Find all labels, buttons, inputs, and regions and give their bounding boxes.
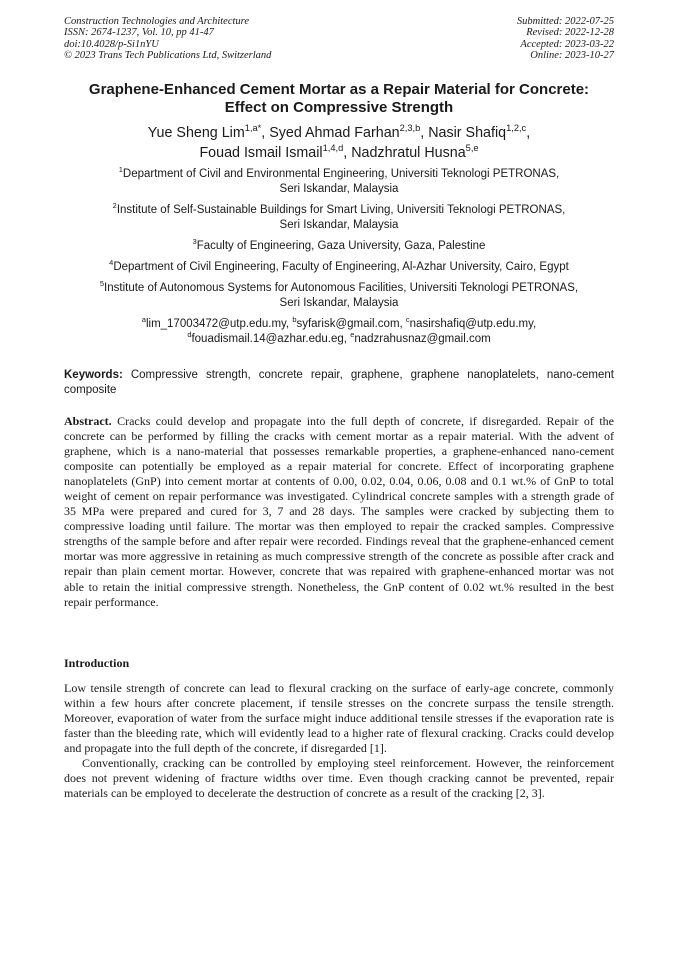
copyright-line: © 2023 Trans Tech Publications Ltd, Switzerland [64, 50, 272, 62]
revised-date: Revised: 2022-12-28 [526, 27, 614, 39]
author-name: Nadzhratul Husna [351, 145, 466, 161]
email-marker: d [187, 329, 192, 339]
email-marker: a [141, 315, 146, 325]
author-separator: , [261, 125, 270, 141]
title-line-1: Graphene-Enhanced Cement Mortar as a Repair Material for Concrete: [88, 81, 590, 98]
author-separator: , [420, 125, 429, 141]
affiliation-location: Seri Iskandar, Malaysia [279, 219, 399, 231]
affiliation-item [40, 167, 638, 197]
abstract-label: Abstract. [64, 414, 112, 428]
affiliation-number: 4 [109, 258, 114, 268]
affiliation-text: Faculty of Engineering, Gaza University, Gaza, Palestine [196, 240, 486, 252]
author-line-1 [40, 123, 638, 143]
author-affiliation-marker: 1,4,d [322, 143, 344, 154]
email-marker: e [350, 329, 355, 339]
author-affiliation-marker: 1,a* [244, 123, 262, 134]
author-affiliation-marker: 5,e [465, 143, 479, 154]
affiliation-item [40, 281, 638, 311]
keywords-label: Keywords: [64, 369, 123, 381]
affiliation-number: 1 [118, 165, 123, 175]
affiliation-item [40, 203, 638, 233]
paper-title [40, 81, 638, 117]
email-line-1 [40, 317, 638, 332]
abstract-section [64, 414, 614, 610]
affiliation-location: Seri Iskandar, Malaysia [279, 183, 399, 195]
affiliation-list [40, 167, 638, 317]
author-affiliation-marker: 1,2,c [506, 123, 527, 134]
email-address[interactable]: nasirshafiq@utp.edu.my, [409, 318, 537, 330]
paragraph: Low tensile strength of concrete can lead to flexural cracking on the surface of early-age concrete, commonly within a few hours after concrete placement, if tensile stresses on the concrete surpass the tensile strength. Moreover, evaporation of water from the surface might induce additional tensile stresses if the evaporation rate is faster than the bleeding rate, which will evidently lead to a higher rate of flexural cracking. Cracks could develop and propagate into the full depth of the concrete, if disregarded [1]. [64, 681, 614, 756]
keywords-text: Compressive strength, concrete repair, graphene, graphene nanoplatelets, nano-cement composite [64, 369, 614, 396]
email-line-2 [40, 329, 638, 347]
author-name: Syed Ahmad Farhan [269, 125, 400, 141]
affiliation-item [40, 260, 638, 275]
author-name: Fouad Ismail Ismail [199, 145, 323, 161]
email-marker: c [405, 315, 410, 325]
accepted-date: Accepted: 2023-03-22 [520, 38, 614, 50]
email-marker: b [292, 315, 297, 325]
author-name: Yue Sheng Lim [147, 125, 245, 141]
affiliation-text: Institute of Self-Sustainable Buildings for Smart Living, Universiti Teknologi PETRONAS, [116, 204, 566, 216]
affiliation-number: 5 [99, 279, 105, 289]
email-list [40, 317, 638, 346]
email-address[interactable]: syfarisk@gmail.com, [296, 318, 406, 330]
author-affiliation-marker: 2,3,b [399, 123, 421, 134]
email-address[interactable]: nadzrahusnaz@gmail.com [354, 332, 491, 345]
journal-name: Construction Technologies and Architecture [64, 16, 250, 27]
abstract-text: Cracks could develop and propagate into the full depth of concrete, if disregarded. Repair of the concrete can be performed by filling the cracks with cement mortar as a repair material. With the advent of graphene, which is a nano-material that possesses remarkable properties, a graphene-enhanced nano-cement composite can potentially be employed as a repair material for concrete. Effect of incorporating graphene nanoplatelets (GnP) into cement mortar at contents of 0.00, 0.02, 0.04, 0.06, 0.08 and 0.1 wt.% of GnP to total weight of cement on repair performance was investigated. Cylindrical concrete samples with a strength grade of 35 MPa were prepared and cured for 3, 7 and 28 days. The samples were cracked by subjecting them to compressive loading until failure. The mortar was then employed to repair the cracked samples. Compressive strengths of the sample before and after repair were recorded. Findings reveal that the graphene-enhanced cement mortar was more aggressive in retaining as much compressive strength of the concrete as possible after crack and repair than plain cement mortar. However, concrete that was repaired with graphene-enhanced mortar was not able to retain the initial compressive strength. Nonetheless, the GnP content of 0.02 wt.% resulted in the best repair performance. [64, 414, 614, 609]
issn-line: ISSN: 2674-1237, Vol. 10, pp 41-47 [64, 27, 214, 39]
affiliation-text: Institute of Autonomous Systems for Autonomous Facilities, Universiti Teknologi PETRONAS, [104, 282, 579, 294]
affiliation-location: Seri Iskandar, Malaysia [279, 297, 399, 309]
submitted-date: Submitted: 2022-07-25 [516, 16, 614, 27]
author-line-2 [40, 143, 638, 163]
affiliation-number: 3 [192, 237, 197, 247]
author-separator: , [343, 145, 352, 161]
journal-info [64, 16, 271, 62]
title-line-2: Effect on Compressive Strength [224, 99, 454, 116]
keywords-section [64, 368, 614, 397]
author-name: Nasir Shafiq [428, 125, 507, 141]
paragraph: Conventionally, cracking can be controlled by employing steel reinforcement. However, the reinforcement does not prevent widening of fracture widths over time. Even though cracking cannot be prevented, repair materials can be employed to decelerate the destruction of concrete as a result of the cracking [2, 3]. [64, 756, 614, 801]
introduction-heading: Introduction [64, 656, 130, 670]
email-address[interactable]: fouadismail.14@azhar.edu.eg, [191, 332, 351, 345]
affiliation-text: Department of Civil and Environmental Engineering, Universiti Teknologi PETRONAS, [122, 168, 560, 180]
publication-dates [517, 16, 614, 62]
author-list [40, 123, 638, 163]
introduction-body [64, 681, 614, 801]
online-date: Online: 2023-10-27 [530, 50, 614, 62]
affiliation-item [40, 239, 638, 254]
author-separator: , [526, 125, 531, 141]
doi-line[interactable]: doi:10.4028/p-Si1nYU [64, 38, 159, 50]
email-address[interactable]: lim_17003472@utp.edu.my, [145, 318, 293, 330]
affiliation-number: 2 [112, 201, 117, 211]
affiliation-text: Department of Civil Engineering, Faculty of Engineering, Al-Azhar University, Cairo, Egypt [113, 261, 569, 273]
